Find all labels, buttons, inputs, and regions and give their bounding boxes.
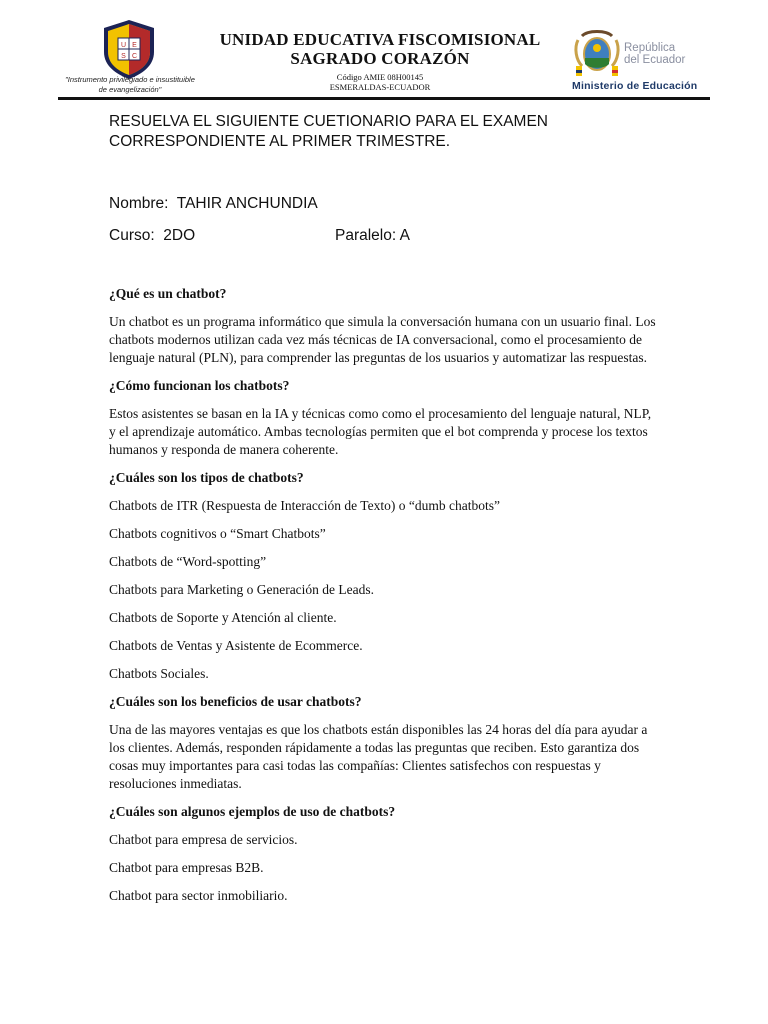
questionnaire [109, 285, 659, 915]
ministry-logo [572, 26, 712, 96]
motto-line-2: de evangelización" [98, 85, 162, 94]
course-label: Curso: [109, 227, 155, 244]
instructions-line-2: CORRESPONDIENTE AL PRIMER TRIMESTRE. [109, 133, 451, 150]
republic-line-1: República [624, 42, 676, 54]
student-parallel [335, 227, 410, 245]
school-name-line-2: SAGRADO CORAZÓN [290, 49, 470, 68]
crest-letter: E [132, 42, 137, 49]
name-value: TAHIR ANCHUNDIA [176, 195, 318, 212]
answer-paragraph: Estos asistentes se basan en la IA y técnicas como como el procesamiento del lenguaje natural, NLP, y el aprendizaje automático. Ambas tecnologías permiten que el bot comprenda y procese los textos humanos y responda de manera coherente. [109, 406, 652, 457]
parallel-value: A [399, 227, 410, 244]
ecuador-coat-of-arms-icon [572, 26, 622, 78]
school-motto [50, 75, 210, 95]
crest-letter: U [120, 42, 127, 49]
question-heading: ¿Cuáles son los tipos de chatbots? [109, 470, 304, 485]
header-divider [58, 97, 710, 100]
list-item: Chatbot para empresa de servicios. [109, 832, 298, 847]
question-heading: ¿Cómo funcionan los chatbots? [109, 378, 290, 393]
ministry-name: Ministerio de Educación [572, 80, 698, 92]
question-heading: ¿Cuáles son los beneficios de usar chatbots? [109, 694, 362, 709]
list-item: Chatbots de ITR (Respuesta de Interacción de Texto) o “dumb chatbots” [109, 498, 500, 513]
list-item: Chatbots de “Word-spotting” [109, 554, 267, 569]
republic-line-2: del Ecuador [624, 54, 686, 66]
course-value: 2DO [163, 227, 196, 244]
parallel-label: Paralelo: [335, 227, 397, 244]
amie-code: Código AMIE 08H00145 [336, 72, 424, 82]
list-item: Chatbot para empresas B2B. [109, 860, 264, 875]
question-heading: ¿Cuáles son algunos ejemplos de uso de chatbots? [109, 804, 396, 819]
list-item: Chatbot para sector inmobiliario. [109, 888, 288, 903]
school-name [190, 30, 570, 68]
instructions-line-1: RESUELVA EL SIGUIENTE CUETIONARIO PARA EL EXAMEN [109, 113, 548, 130]
school-name-line-1: UNIDAD EDUCATIVA FISCOMISIONAL [219, 30, 541, 49]
school-crest-icon [102, 18, 156, 80]
student-course-row [109, 227, 195, 245]
list-item: Chatbots cognitivos o “Smart Chatbots” [109, 526, 326, 541]
answer-paragraph: Un chatbot es un programa informático que simula la conversación humana con un usuario final. Los chatbots modernos utilizan cada vez más técnicas de IA conversacional, como el procesamiento de lenguaje natural (PLN), para comprender las preguntas de los usuarios y automatizar las respuestas. [109, 314, 656, 365]
crest-letter: S [121, 53, 126, 60]
student-name-row [109, 195, 318, 213]
list-item: Chatbots para Marketing o Generación de Leads. [109, 582, 375, 597]
exam-instructions [109, 112, 669, 152]
motto-line-1: "Instrumento privilegiado e insustituible [65, 75, 195, 84]
answer-paragraph: Una de las mayores ventajas es que los chatbots están disponibles las 24 horas del día para ayudar a los clientes. Además, responden rápidamente a todas las preguntas que reciben. Esto garantiza dos cosas muy importantes para casi todas las compañías: Clientes satisfechos con respuestas y resoluciones inmediatas. [109, 722, 648, 791]
list-item: Chatbots Sociales. [109, 666, 209, 681]
list-item: Chatbots de Ventas y Asistente de Ecommerce. [109, 638, 363, 653]
document-header [0, 0, 768, 104]
list-item: Chatbots de Soporte y Atención al cliente. [109, 610, 337, 625]
name-label: Nombre: [109, 195, 169, 212]
school-location: ESMERALDAS-ECUADOR [329, 82, 431, 92]
question-heading: ¿Qué es un chatbot? [109, 286, 227, 301]
crest-letter: C [131, 53, 138, 60]
school-code-block [290, 72, 470, 92]
republic-text [624, 42, 685, 66]
